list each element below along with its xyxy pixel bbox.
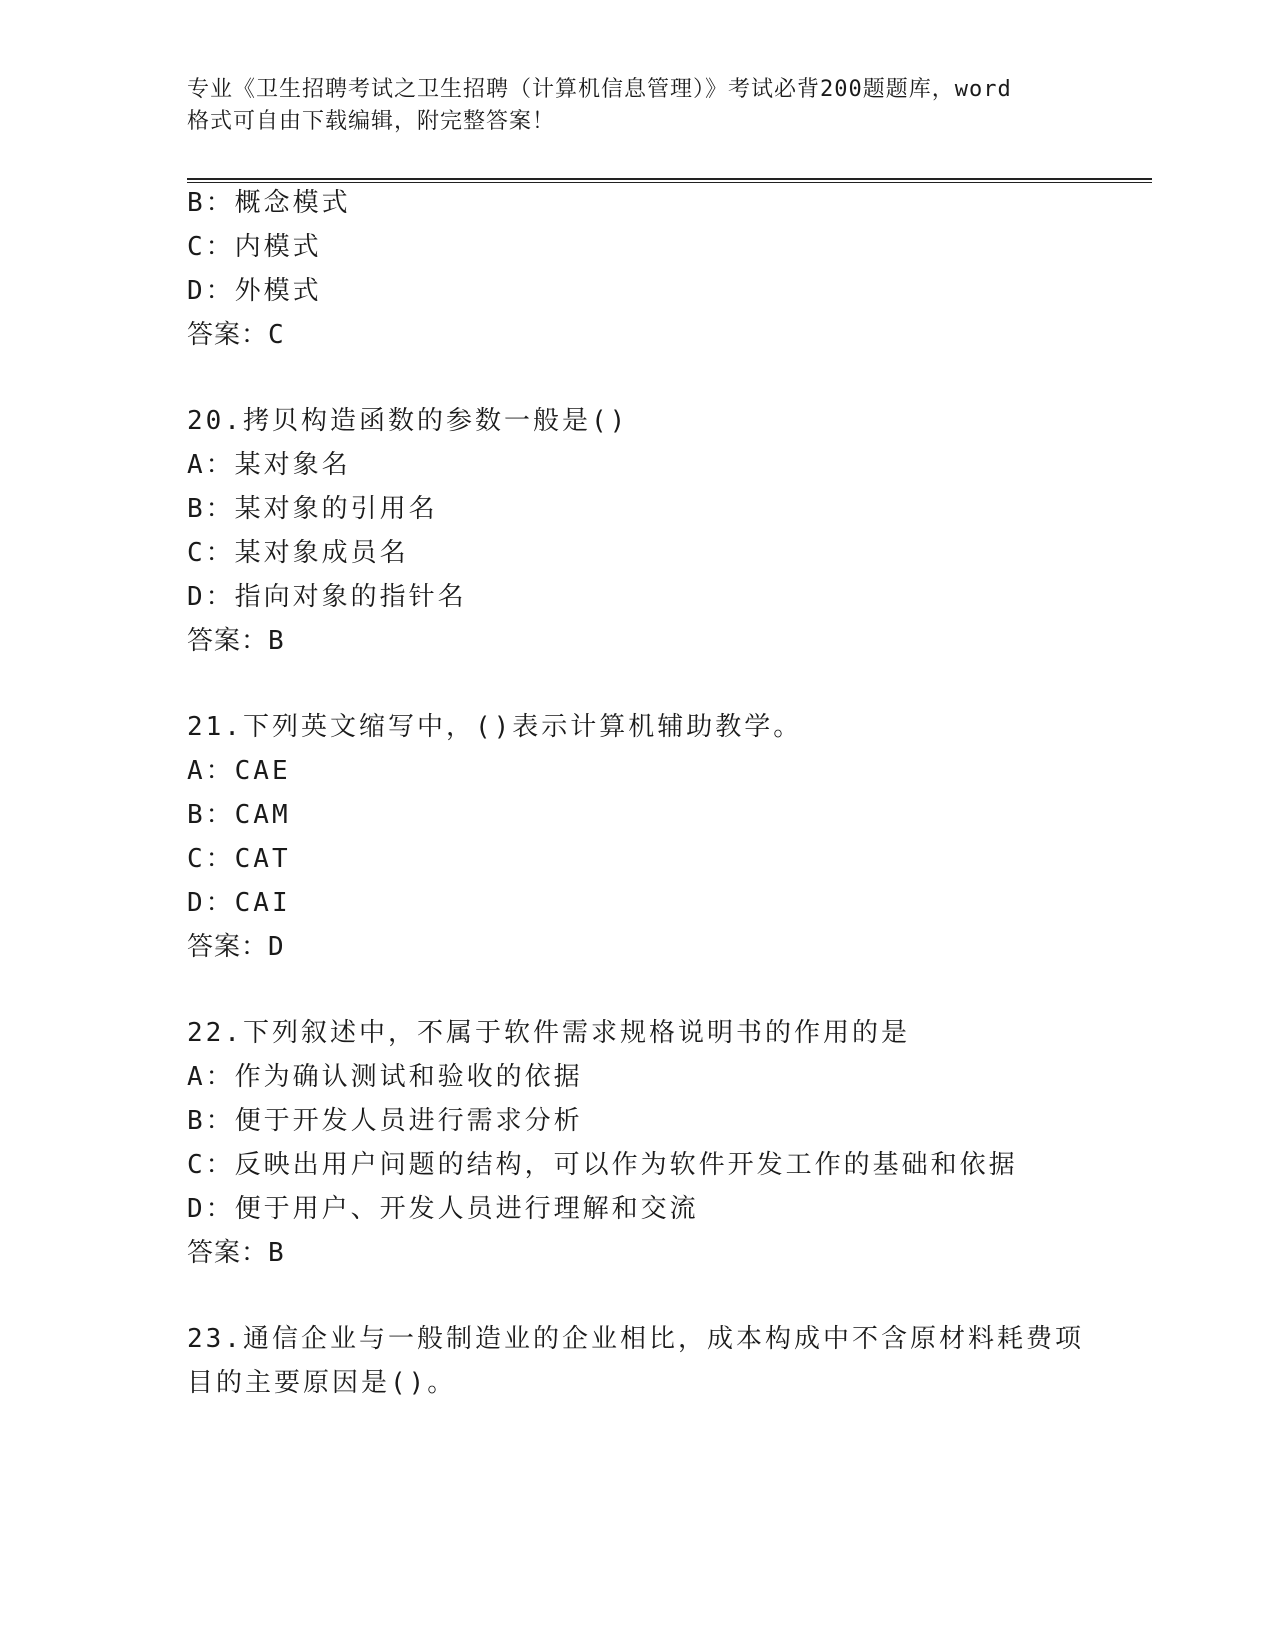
option-d: D：指向对象的指针名: [187, 582, 467, 612]
question-stem: 21.下列英文缩写中，()表示计算机辅助教学。: [187, 712, 803, 742]
option-c: C：反映出用户问题的结构，可以作为软件开发工作的基础和依据: [187, 1150, 1018, 1180]
answer: 答案：B: [187, 626, 285, 656]
option-d: D：CAI: [187, 888, 291, 918]
option-d: D：外模式: [187, 276, 322, 306]
option-a: A：作为确认测试和验收的依据: [187, 1062, 583, 1092]
option-a: A：CAE: [187, 756, 291, 786]
answer: 答案：D: [187, 932, 285, 962]
option-b: B：便于开发人员进行需求分析: [187, 1106, 583, 1136]
header-line-2: 格式可自由下载编辑，附完整答案！: [187, 109, 556, 134]
answer: 答案：B: [187, 1238, 285, 1268]
option-c: C：CAT: [187, 844, 291, 874]
header-divider: [187, 178, 1152, 183]
question-stem: 23.通信企业与一般制造业的企业相比，成本构成中不含原材料耗费项: [187, 1324, 1084, 1354]
option-b: B：概念模式: [187, 188, 351, 218]
option-c: C：某对象成员名: [187, 538, 409, 568]
option-c: C：内模式: [187, 232, 322, 262]
option-a: A：某对象名: [187, 450, 351, 480]
document-header: [187, 74, 1087, 138]
option-d: D：便于用户、开发人员进行理解和交流: [187, 1194, 699, 1224]
option-b: B：某对象的引用名: [187, 494, 438, 524]
question-stem-continued: 目的主要原因是()。: [187, 1368, 457, 1398]
question-stem: 20.拷贝构造函数的参数一般是(): [187, 406, 629, 436]
header-line-1: 专业《卫生招聘考试之卫生招聘（计算机信息管理）》考试必背200题题库，word: [187, 77, 1012, 102]
option-b: B：CAM: [187, 800, 291, 830]
question-stem: 22.下列叙述中，不属于软件需求规格说明书的作用的是: [187, 1018, 910, 1048]
answer: 答案：C: [187, 320, 285, 350]
